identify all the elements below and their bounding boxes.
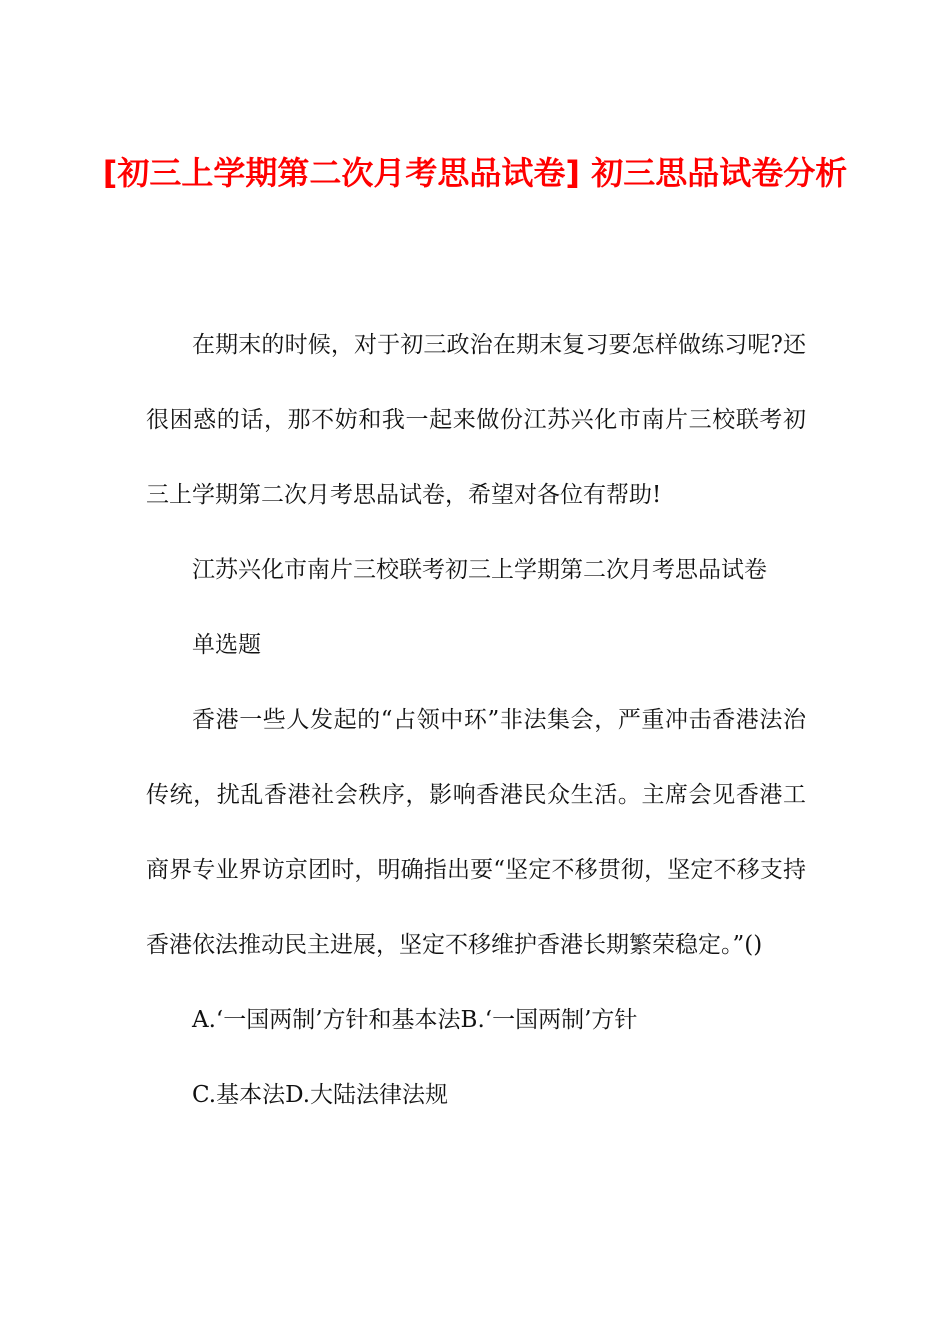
exam-title-line: 江苏兴化市南片三校联考初三上学期第二次月考思品试卷 bbox=[192, 557, 767, 583]
section-heading: 单选题 bbox=[192, 632, 261, 658]
options-c-d: C.基本法D.大陆法律法规 bbox=[192, 1082, 449, 1108]
question-paragraph: 香港一些人发起的“占领中环”非法集会，严重冲击香港法治传统，扰乱香港社会秩序，影响香港民众生活。主席会见香港工商界专业界访京团时，明确指出要“坚定不移贯彻，坚定不移支持香港依法推动民主进展，坚定不移维护香港长期繁荣稳定。”() bbox=[146, 707, 806, 958]
options-a-b: A.‘一国两制’方针和基本法B.‘一国两制’方针 bbox=[192, 1007, 638, 1033]
intro-paragraph: 在期末的时候，对于初三政治在期末复习要怎样做练习呢?还很困惑的话，那不妨和我一起来做份江苏兴化市南片三校联考初三上学期第二次月考思品试卷，希望对各位有帮助! bbox=[146, 332, 806, 508]
document-title: [初三上学期第二次月考思品试卷] 初三思品试卷分析 bbox=[102, 154, 848, 192]
document-body bbox=[146, 308, 806, 1133]
